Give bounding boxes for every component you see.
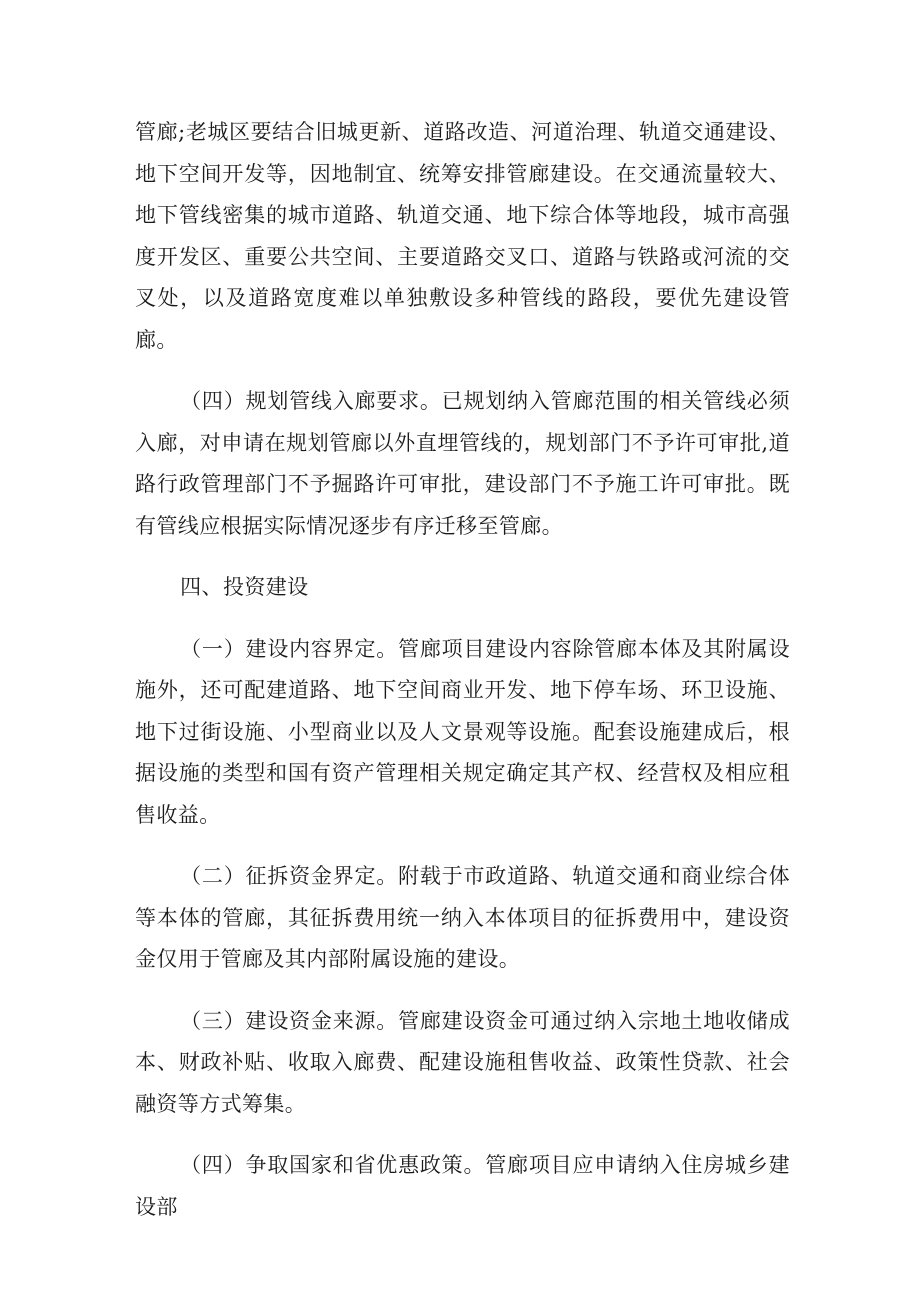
paragraph-preferential-policies: （四）争取国家和省优惠政策。管廊项目应申请纳入住房城乡建设部: [135, 1153, 790, 1219]
paragraph-planning-pipeline-requirements: （四）规划管线入廊要求。已规划纳入管廊范围的相关管线必须入廊，对申请在规划管廊以外直埋管线的，规划部门不予许可审批,道路行政管理部门不予掘路许可审批，建设部门不予施工许可审批。既有管线应根据实际情况逐步有序迁移至管廊。: [135, 389, 790, 538]
paragraph-utility-tunnel-old-city: 管廊;老城区要结合旧城更新、道路改造、河道治理、轨道交通建设、地下空间开发等，因地制宜、统筹安排管廊建设。在交通流量较大、地下管线密集的城市道路、轨道交通、地下综合体等地段，城市高强度开发区、重要公共空间、主要道路交叉口、道路与铁路或河流的交叉处，以及道路宽度难以单独敷设多种管线的路段，要优先建设管廊。: [135, 120, 790, 352]
paragraph-demolition-funds: （二）征拆资金界定。附载于市政道路、轨道交通和商业综合体等本体的管廊，其征拆费用统一纳入本体项目的征拆费用中，建设资金仅用于管廊及其内部附属设施的建设。: [135, 864, 790, 971]
document-body: [135, 112, 790, 1248]
paragraph-construction-content: （一）建设内容界定。管廊项目建设内容除管廊本体及其附属设施外，还可配建道路、地下空间商业开发、地下停车场、环卫设施、地下过街设施、小型商业以及人文景观等设施。配套设施建成后，根据设施的类型和国有资产管理相关规定确定其产权、经营权及相应租售收益。: [135, 636, 790, 827]
paragraph-funding-sources: （三）建设资金来源。管廊建设资金可通过纳入宗地土地收储成本、财政补贴、收取入廊费、配建设施租售收益、政策性贷款、社会融资等方式筹集。: [135, 1008, 790, 1116]
section-heading-investment-construction: 四、投资建设: [180, 575, 309, 599]
